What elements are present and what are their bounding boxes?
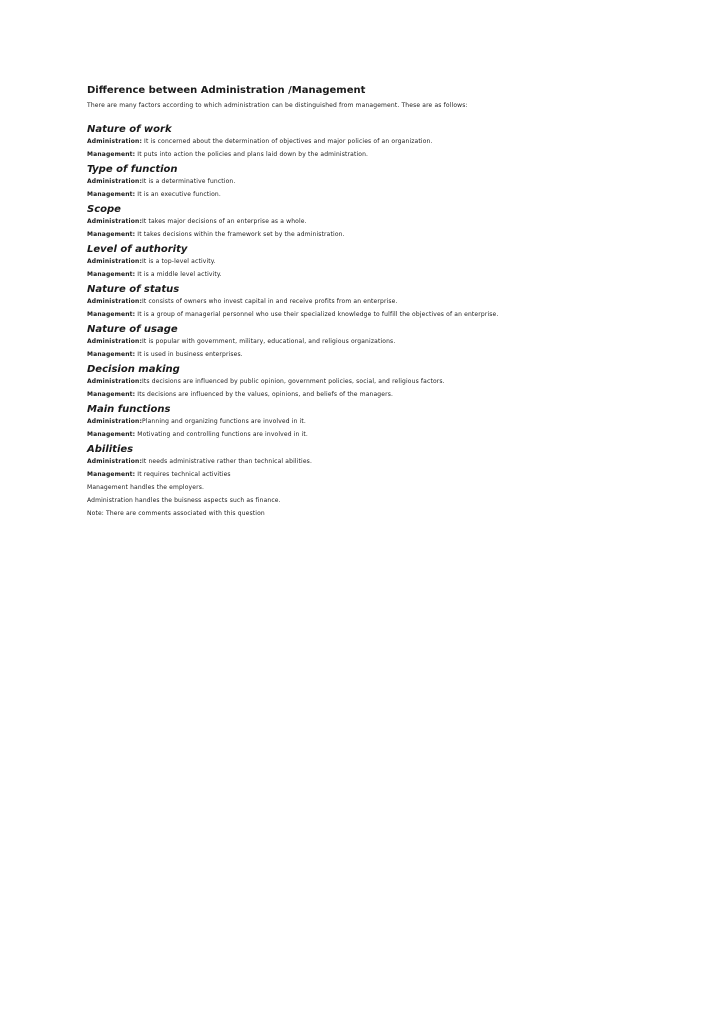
management-line (87, 391, 687, 399)
administration-line (87, 298, 687, 306)
administration-text: Planning and organizing functions are involved in it. (142, 418, 306, 425)
administration-label: Administration: (87, 378, 142, 385)
administration-line (87, 218, 687, 226)
section-decision-making (87, 363, 687, 399)
note-line: Administration handles the buisness aspects such as finance. (87, 497, 281, 504)
section-heading: Nature of work (87, 124, 172, 135)
administration-text: Its decisions are influenced by public opinion, government policies, social, and religious factors. (142, 378, 445, 385)
section-nature-of-work (87, 123, 687, 159)
document-title: Difference between Administration /Management (87, 85, 366, 96)
administration-text: It is popular with government, military, educational, and religious organizations. (142, 338, 396, 345)
section-heading: Nature of usage (87, 324, 178, 335)
management-label: Management: (87, 151, 136, 158)
management-line (87, 431, 687, 439)
management-label: Management: (87, 391, 136, 398)
section-abilities (87, 443, 687, 479)
administration-label: Administration: (87, 458, 142, 465)
administration-text: It is a determinative function. (142, 178, 236, 185)
section-main-functions (87, 403, 687, 439)
administration-label: Administration: (87, 418, 142, 425)
management-line (87, 151, 687, 159)
management-text: It requires technical activities (135, 471, 231, 478)
administration-text: It takes major decisions of an enterprise as a whole. (142, 218, 307, 225)
management-label: Management: (87, 351, 136, 358)
intro-paragraph: There are many factors according to which administration can be distinguished from management. These are as follows: (87, 102, 468, 109)
management-line (87, 231, 687, 239)
administration-text: It consists of owners who invest capital in and receive profits from an enterprise. (142, 298, 398, 305)
administration-line (87, 458, 687, 466)
notes-block (87, 484, 687, 518)
administration-label: Administration: (87, 178, 142, 185)
management-label: Management: (87, 231, 136, 238)
section-heading: Decision making (87, 364, 180, 375)
management-text: It is an executive function. (135, 191, 221, 198)
management-text: It puts into action the policies and plans laid down by the administration. (135, 151, 369, 158)
management-line (87, 471, 687, 479)
administration-label: Administration: (87, 258, 142, 265)
section-scope (87, 203, 687, 239)
management-label: Management: (87, 271, 136, 278)
administration-line (87, 258, 687, 266)
administration-label: Administration: (87, 138, 142, 145)
management-text: Motivating and controlling functions are involved in it. (135, 431, 308, 438)
note-line: Management handles the employers. (87, 484, 205, 491)
administration-text: It is a top-level activity. (142, 258, 216, 265)
administration-label: Administration: (87, 218, 142, 225)
management-label: Management: (87, 431, 136, 438)
section-heading: Level of authority (87, 244, 188, 255)
administration-text: It needs administrative rather than technical abilities. (142, 458, 313, 465)
management-text: It is a group of managerial personnel who use their specialized knowledge to fulfill the objectives of an enterprise. (135, 311, 499, 318)
management-label: Management: (87, 471, 136, 478)
management-text: Its decisions are influenced by the values, opinions, and beliefs of the managers. (135, 391, 394, 398)
section-nature-of-usage (87, 323, 687, 359)
administration-line (87, 378, 687, 386)
section-heading: Abilities (87, 444, 134, 455)
management-line (87, 271, 687, 279)
administration-line (87, 138, 687, 146)
administration-label: Administration: (87, 298, 142, 305)
section-heading: Main functions (87, 404, 171, 415)
management-label: Management: (87, 311, 136, 318)
management-text: It is used in business enterprises. (135, 351, 243, 358)
management-text: It is a middle level activity. (135, 271, 222, 278)
administration-text: It is concerned about the determination of objectives and major policies of an organization. (142, 138, 433, 145)
administration-line (87, 418, 687, 426)
management-line (87, 351, 687, 359)
section-heading: Scope (87, 204, 121, 215)
administration-line (87, 178, 687, 186)
section-level-of-authority (87, 243, 687, 279)
management-line (87, 311, 687, 319)
section-heading: Type of function (87, 164, 178, 175)
management-line (87, 191, 687, 199)
section-heading: Nature of status (87, 284, 180, 295)
section-nature-of-status (87, 283, 687, 319)
section-type-of-function (87, 163, 687, 199)
administration-line (87, 338, 687, 346)
management-text: It takes decisions within the framework set by the administration. (135, 231, 345, 238)
administration-label: Administration: (87, 338, 142, 345)
document-page (87, 84, 687, 518)
management-label: Management: (87, 191, 136, 198)
comment-note: Note: There are comments associated with this question (87, 510, 265, 517)
